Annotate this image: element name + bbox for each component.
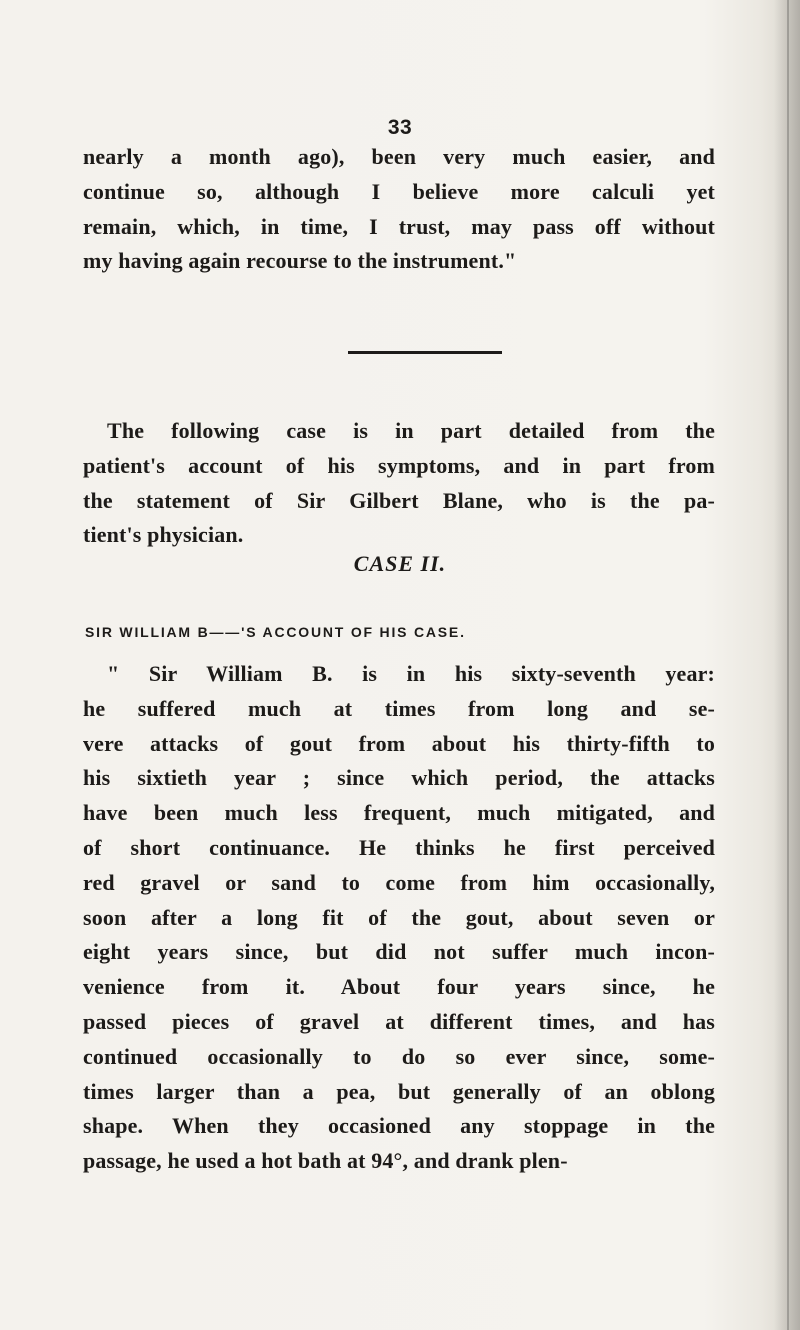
- text-line: he suffered much at times from long and se-: [83, 695, 715, 721]
- text-line: remain, which, in time, I trust, may pass off without: [83, 213, 715, 239]
- text-line: the statement of Sir Gilbert Blane, who is the pa-: [83, 487, 715, 513]
- page-number: 33: [387, 116, 413, 139]
- text-line: my having again recourse to the instrument.": [83, 248, 517, 274]
- text-line: his sixtieth year ; since which period, the attacks: [83, 765, 715, 791]
- text-line: red gravel or sand to come from him occasionally,: [83, 869, 715, 895]
- text-line: passed pieces of gravel at different times, and has: [83, 1008, 715, 1034]
- text-line: patient's account of his symptoms, and in part from: [83, 452, 715, 478]
- text-line: tient's physician.: [83, 522, 244, 548]
- text-line: venience from it. About four years since, he: [83, 974, 715, 1000]
- case-heading: CASE II.: [353, 551, 447, 576]
- text-line: eight years since, but did not suffer much incon-: [83, 939, 715, 965]
- text-line: The following case is in part detailed from the: [107, 418, 715, 443]
- text-line: continue so, although I believe more calculi yet: [83, 178, 715, 204]
- text-line: " Sir William B. is in his sixty-seventh year:: [107, 661, 715, 686]
- section-divider: [348, 351, 502, 354]
- paragraph-2: [83, 414, 715, 553]
- text-line: passage, he used a hot bath at 94°, and drank plen-: [83, 1148, 568, 1174]
- text-line: times larger than a pea, but generally of an oblong: [83, 1078, 715, 1104]
- page-edge-line: [787, 0, 789, 1330]
- text-line: soon after a long fit of the gout, about seven or: [83, 904, 715, 930]
- text-line: have been much less frequent, much mitigated, and: [83, 800, 715, 826]
- paragraph-1: [83, 140, 715, 279]
- text-line: continued occasionally to do so ever since, some-: [83, 1043, 715, 1069]
- text-line: of short continuance. He thinks he first perceived: [83, 834, 715, 860]
- text-line: nearly a month ago), been very much easier, and: [83, 144, 715, 169]
- paragraph-3: [83, 657, 715, 1179]
- text-line: shape. When they occasioned any stoppage in the: [83, 1113, 715, 1139]
- case-subheading: SIR WILLIAM B——'S ACCOUNT OF HIS CASE.: [85, 624, 466, 640]
- text-line: vere attacks of gout from about his thirty-fifth to: [83, 730, 715, 756]
